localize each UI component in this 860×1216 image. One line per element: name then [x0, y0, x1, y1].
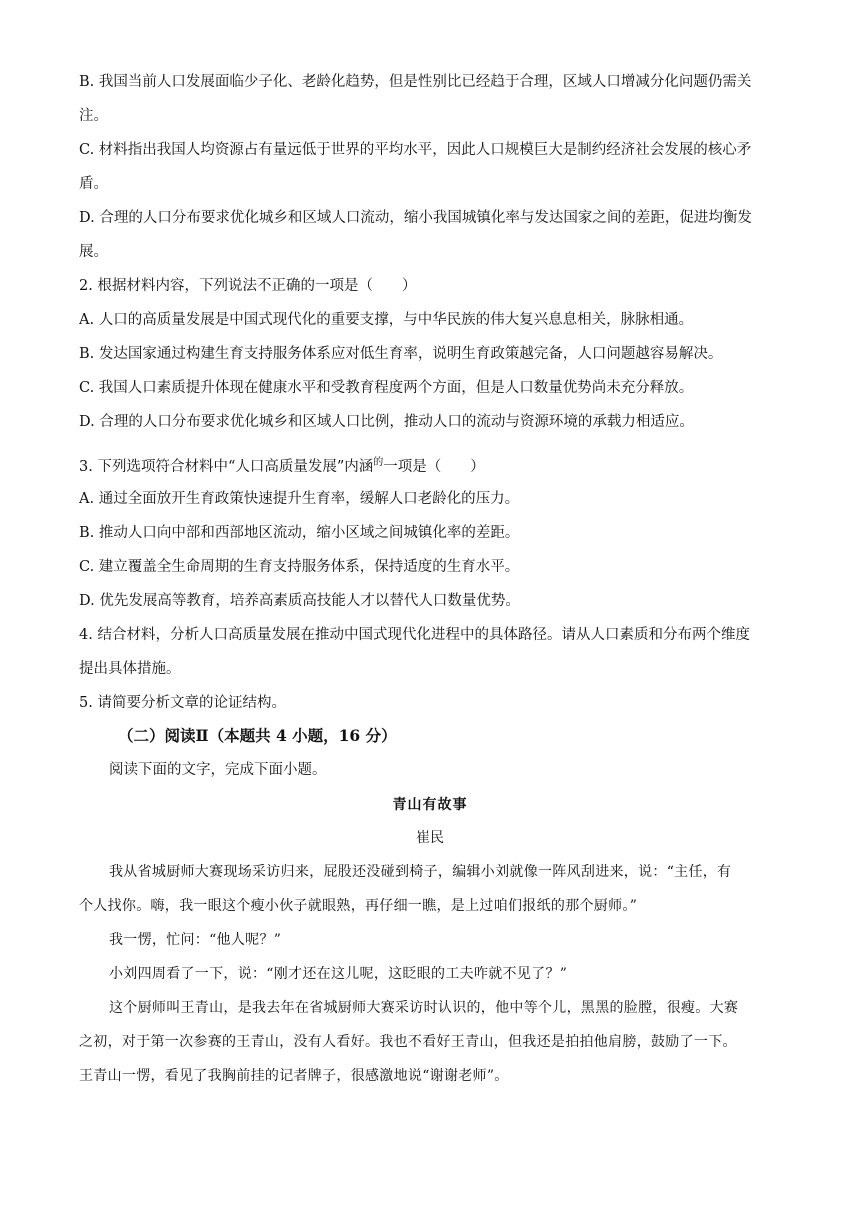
q4-line2: 提出具体措施。 — [79, 661, 181, 677]
story-p1-line1: 我从省城厨师大赛现场采访归来，屁股还没碰到椅子，编辑小刘就像一阵风刮进来，说：“主任，有 — [109, 864, 732, 880]
q2-option-b: B. 发达国家通过构建生育支持服务体系应对低生育率，说明生育政策越完备，人口问题越容易解决。 — [79, 346, 723, 362]
section-heading: （二）阅读Ⅱ（本题共 4 小题，16 分） — [118, 726, 397, 745]
q3-option-a: A. 通过全面放开生育政策快速提升生育率，缓解人口老龄化的压力。 — [79, 491, 520, 507]
q1-option-d-line1: D. 合理的人口分布要求优化城乡和区域人口流动，缩小我国城镇化率与发达国家之间的差距，促进均衡发 — [79, 210, 752, 226]
story-author: 崔民 — [416, 830, 444, 846]
section-instruction: 阅读下面的文字，完成下面小题。 — [109, 762, 327, 778]
q3-option-d: D. 优先发展高等教育，培养高素质高技能人才以替代人口数量优势。 — [79, 593, 520, 609]
q3-option-c: C. 建立覆盖全生命周期的生育支持服务体系，保持适度的生育水平。 — [79, 559, 520, 575]
q2-stem: 2. 根据材料内容，下列说法不正确的一项是（ ） — [79, 278, 417, 294]
story-p4-line3: 王青山一愣，看见了我胸前挂的记者牌子，很感激地说“谢谢老师”。 — [79, 1068, 509, 1084]
q3-option-b: B. 推动人口向中部和西部地区流动，缩小区域之间城镇化率的差距。 — [79, 525, 520, 541]
q1-option-b-line2: 注。 — [79, 108, 108, 124]
q4-line1: 4. 结合材料，分析人口高质量发展在推动中国式现代化进程中的具体路径。请从人口素质和分布两个维度 — [79, 627, 750, 643]
q5-line1: 5. 请简要分析文章的论证结构。 — [79, 695, 286, 711]
q1-option-b-line1: B. 我国当前人口发展面临少子化、老龄化趋势，但是性别比已经趋于合理，区域人口增减分化问题仍需关 — [79, 74, 752, 90]
q3-stem-part1: 3. 下列选项符合材料中“人口高质量发展”内涵 — [79, 459, 374, 475]
q1-option-c-line1: C. 材料指出我国人均资源占有量远低于世界的平均水平，因此人口规模巨大是制约经济社会发展的核心矛 — [79, 142, 752, 158]
story-p3: 小刘四周看了一下，说：“刚才还在这儿呢，这眨眼的工夫咋就不见了？” — [109, 966, 568, 982]
story-p4-line2: 之初，对于第一次参赛的王青山，没有人看好。我也不看好王青山，但我还是拍拍他肩膀，鼓励了一下。 — [79, 1034, 737, 1050]
q2-option-c: C. 我国人口素质提升体现在健康水平和受教育程度两个方面，但是人口数量优势尚未充分释放。 — [79, 380, 694, 396]
story-title: 青山有故事 — [392, 797, 468, 813]
q2-option-a: A. 人口的高质量发展是中国式现代化的重要支撑，与中华民族的伟大复兴息息相关，脉脉相通。 — [79, 312, 694, 328]
story-p4-line1: 这个厨师叫王青山，是我去年在省城厨师大赛采访时认识的，他中等个儿，黑黑的脸膛，很瘦。大赛 — [109, 1000, 739, 1016]
q3-stem-superscript: 的 — [373, 457, 384, 468]
q1-option-c-line2: 盾。 — [79, 176, 108, 192]
q2-option-d: D. 合理的人口分布要求优化城乡和区域人口比例，推动人口的流动与资源环境的承载力相适应。 — [79, 414, 694, 430]
q3-stem-part2: 一项是（ ） — [383, 459, 485, 475]
story-p2: 我一愣，忙问：“他人呢？” — [109, 932, 282, 948]
story-p1-line2: 个人找你。嗨，我一眼这个瘦小伙子就眼熟，再仔细一瞧，是上过咱们报纸的那个厨师。” — [79, 898, 638, 914]
q1-option-d-line2: 展。 — [79, 244, 108, 260]
q3-stem — [79, 452, 791, 478]
